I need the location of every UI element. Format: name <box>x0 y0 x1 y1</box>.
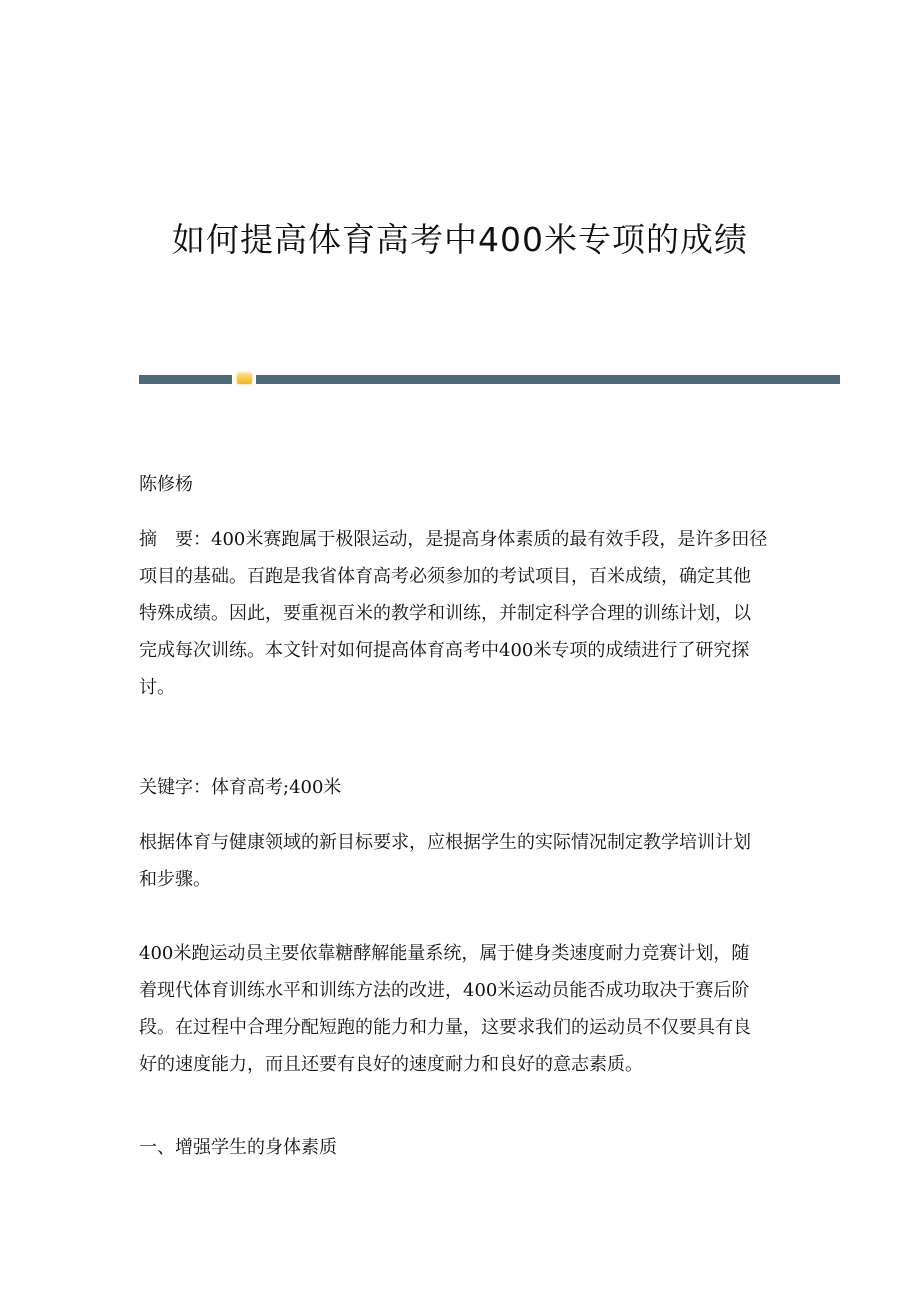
paragraph-line: 根据体育与健康领域的新目标要求，应根据学生的实际情况制定教学培训计划 <box>139 832 751 853</box>
paragraph-line: 好的速度能力，而且还要有良好的速度耐力和良好的意志素质。 <box>139 1054 643 1075</box>
abstract-line: 项目的基础。百跑是我省体育高考必须参加的考试项目，百米成绩，确定其他 <box>139 566 751 587</box>
abstract <box>139 521 767 706</box>
author: 陈修杨 <box>139 474 193 495</box>
paragraph-line: 400米跑运动员主要依靠糖酵解能量系统，属于健身类速度耐力竞赛计划，随 <box>139 943 750 964</box>
paragraph-line: 和步骤。 <box>139 869 211 890</box>
title-divider-left <box>139 375 232 384</box>
title-divider-right <box>256 375 840 384</box>
abstract-line: 讨。 <box>139 677 175 698</box>
document-title: 如何提高体育高考中400米专项的成绩 <box>172 220 748 259</box>
abstract-line: 完成每次训练。本文针对如何提高体育高考中400米专项的成绩进行了研究探 <box>139 640 750 661</box>
paragraph-1 <box>139 824 751 898</box>
paragraph-line: 段。在过程中合理分配短跑的能力和力量，这要求我们的运动员不仅要具有良 <box>139 1017 751 1038</box>
abstract-line: 特殊成绩。因此，要重视百米的教学和训练，并制定科学合理的训练计划，以 <box>139 603 751 624</box>
paragraph-line: 着现代体育训练水平和训练方法的改进，400米运动员能否成功取决于赛后阶 <box>139 980 750 1001</box>
section-heading: 一、增强学生的身体素质 <box>139 1137 337 1158</box>
keywords: 关键字：体育高考;400米 <box>139 777 342 798</box>
paragraph-2 <box>139 935 751 1083</box>
divider-ornament-icon <box>237 373 252 384</box>
abstract-line: 摘 要：400米赛跑属于极限运动，是提高身体素质的最有效手段，是许多田径 <box>139 529 768 550</box>
